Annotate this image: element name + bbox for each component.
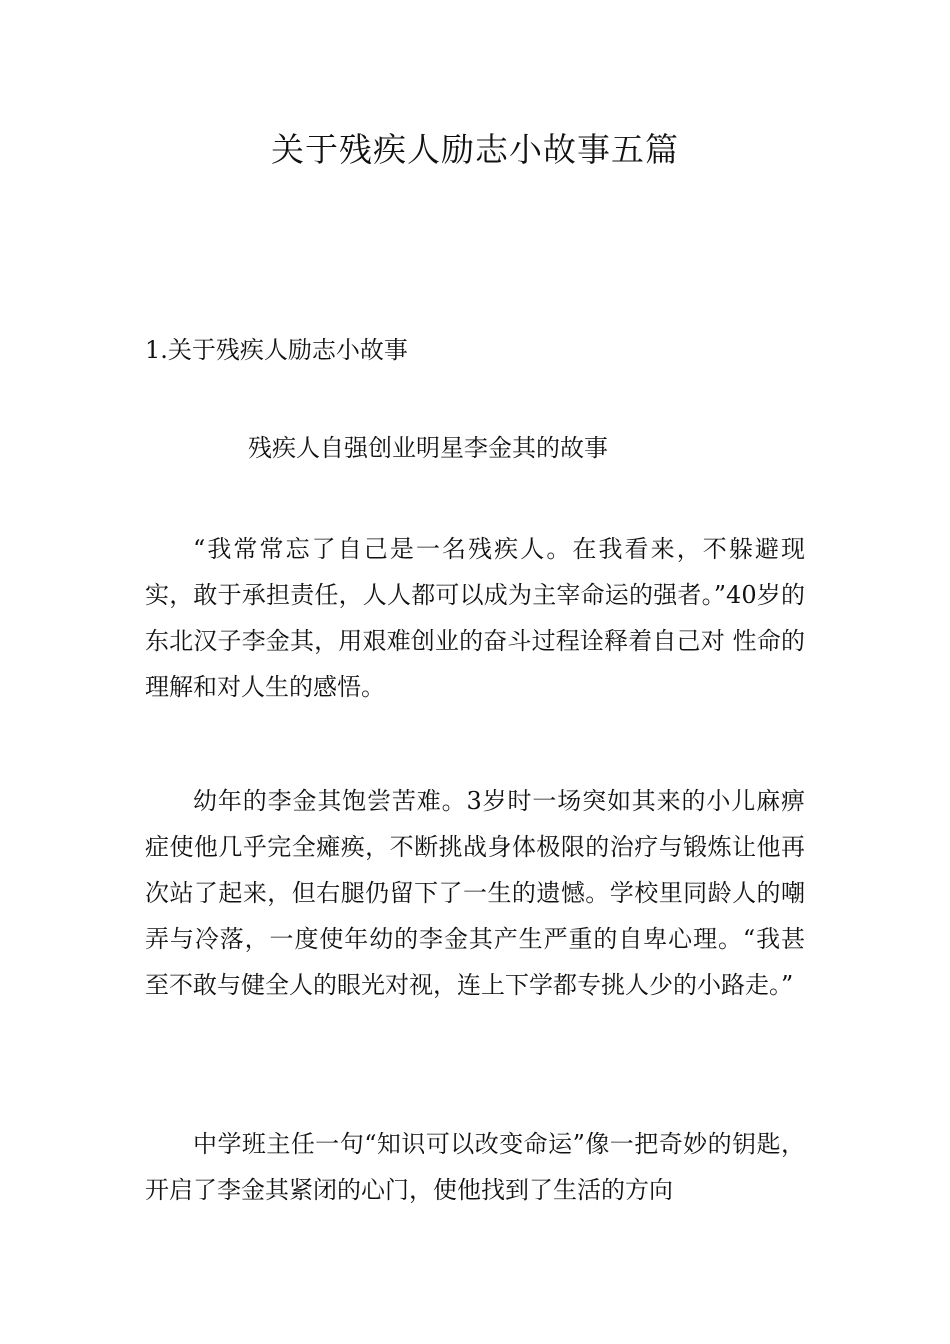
body-paragraph-1: “我常常忘了自己是一名残疾人。在我看来，不躲避现实，敢于承担责任，人人都可以成为主宰命运的强者。”40岁的东北汉子李金其，用艰难创业的奋斗过程诠释着自己对 性命的理解和对人生的感悟。	[145, 535, 805, 701]
body-paragraph-2: 幼年的李金其饱尝苦难。3岁时一场突如其来的小儿麻痹症使他几乎完全瘫痪，不断挑战身体极限的治疗与锻炼让他再次站了起来，但右腿仍留下了一生的遗憾。学校里同龄人的嘲弄与冷落，一度使年幼的李金其产生严重的自卑心理。“我甚至不敢与健全人的眼光对视，连上下学都专挑人少的小路走。”	[145, 787, 805, 999]
body-paragraph-3: 中学班主任一句“知识可以改变命运”像一把奇妙的钥匙，开启了李金其紧闭的心门，使他找到了生活的方向	[145, 1130, 805, 1204]
section-heading: 1.关于残疾人励志小故事	[145, 336, 408, 364]
story-title: 残疾人自强创业明星李金其的故事	[248, 434, 608, 462]
document-title: 关于残疾人励志小故事五篇	[271, 130, 679, 169]
